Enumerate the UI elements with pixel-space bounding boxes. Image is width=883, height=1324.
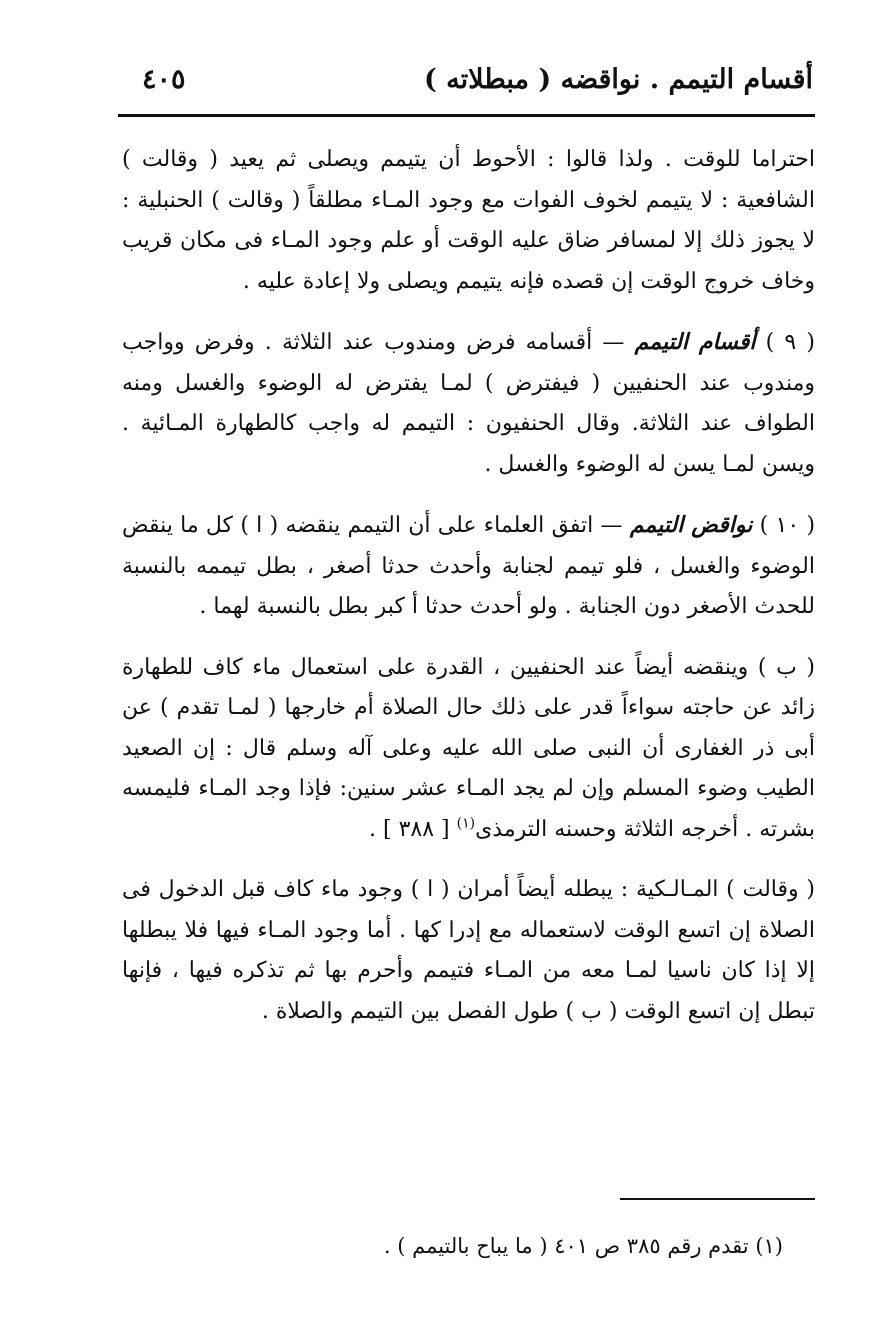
footnote-rule xyxy=(620,1198,815,1200)
page-header xyxy=(118,60,813,106)
paragraph-text: ( ب ) وينقضه أيضاً عند الحنفيين ، القدرة على استعمال ماء كاف للطهارة زائد عن حاجته سواءاً قدر على ذلك حال الصلاة أم خارجها ( لمـا تقدم ) عن أبى ذر الغفارى أن النبى صلى الله عليه وعلى آله وسلم قال : إن الصعيد الطيب وضوء المسلم وإن لم يجد المـاء عشر سنين: فإذا وجد المـاء فليمسه بشرته . أخرجه الثلاثة وحسنه الترمذى xyxy=(122,654,815,842)
paragraph-maliki xyxy=(122,870,815,1032)
page-body xyxy=(122,140,815,1052)
paragraph-text: — اتفق العلماء على أن التيمم ينقضه ( ا ) كل ما ينقض الوضوء والغسل ، فلو تيمم لجنابة وأحدث حدثا أصغر ، بطل تيممه بالنسبة للحدث الأصغر دون الجنابة . ولو أحدث حدثا أ كبر بطل بالنسبة لهما . xyxy=(122,513,815,619)
paragraph-text: ( وقالت ) المـالـكية : يبطله أيضاً أمران ( ا ) وجود ماء كاف قبل الدخول فى الصلاة إن اتسع الوقت لاستعماله مع إدرا كها . أما وجود المـاء فيها فلا يبطلها إلا إذا كان ناسيا لمـا معه من المـاء فتيمم وأحرم بها ثم تذكره فيها ، فإنها تبطل إن اتسع الوقت ( ب ) طول الفصل بين التيمم والصلاة . xyxy=(122,877,815,1024)
header-rule xyxy=(118,114,815,117)
paragraph-text: احتراما للوقت . ولذا قالوا : الأحوط أن يتيمم ويصلى ثم يعيد ( وقالت ) الشافعية : لا يتيمم لخوف الفوات مع وجود المـاء مطلقاً ( وقالت ) الحنبلية : لا يجوز ذلك إلا لمسافر ضاق عليه الوقت أو علم وجود المـاء فى مكان قريب وخاف خروج الوقت إن قصده فإنه يتيمم ويصلى ولا إعادة عليه . xyxy=(122,147,815,294)
footnote: (١) تقدم رقم ٣٨٥ ص ٤٠١ ( ما يباح بالتيمم ) . xyxy=(383,1234,783,1258)
section-number: ( ١٠ ) xyxy=(759,513,816,538)
section-number: ( ٩ ) xyxy=(765,330,816,355)
paragraph-text: — أقسامه فرض ومندوب عند الثلاثة . وفرض وواجب ومندوب عند الحنفيين ( فيفترض ) لمـا يفترض له الوضوء والغسل ومنه الطواف عند الثلاثة. وقال الحنفيون : التيمم له واجب كالطهارة المـائية . ويسن لمـا يسن له الوضوء والغسل . xyxy=(122,330,815,477)
paragraph-section-10 xyxy=(122,505,815,628)
paragraph-tail: [ ٣٨٨ ] . xyxy=(369,816,457,842)
paragraph-hanafi-nullifier xyxy=(122,648,815,851)
footnote-reference[interactable]: (١) xyxy=(456,815,476,832)
section-heading: نواقض التيمم xyxy=(629,512,753,538)
paragraph-section-9 xyxy=(122,322,815,485)
running-title: أقسام التيمم . نواقضه ( مبطلاته ) xyxy=(423,64,813,95)
paragraph-continuation xyxy=(122,140,815,302)
section-heading: أقسام التيمم xyxy=(634,329,756,355)
page-number: ٤٠٥ xyxy=(142,64,186,95)
